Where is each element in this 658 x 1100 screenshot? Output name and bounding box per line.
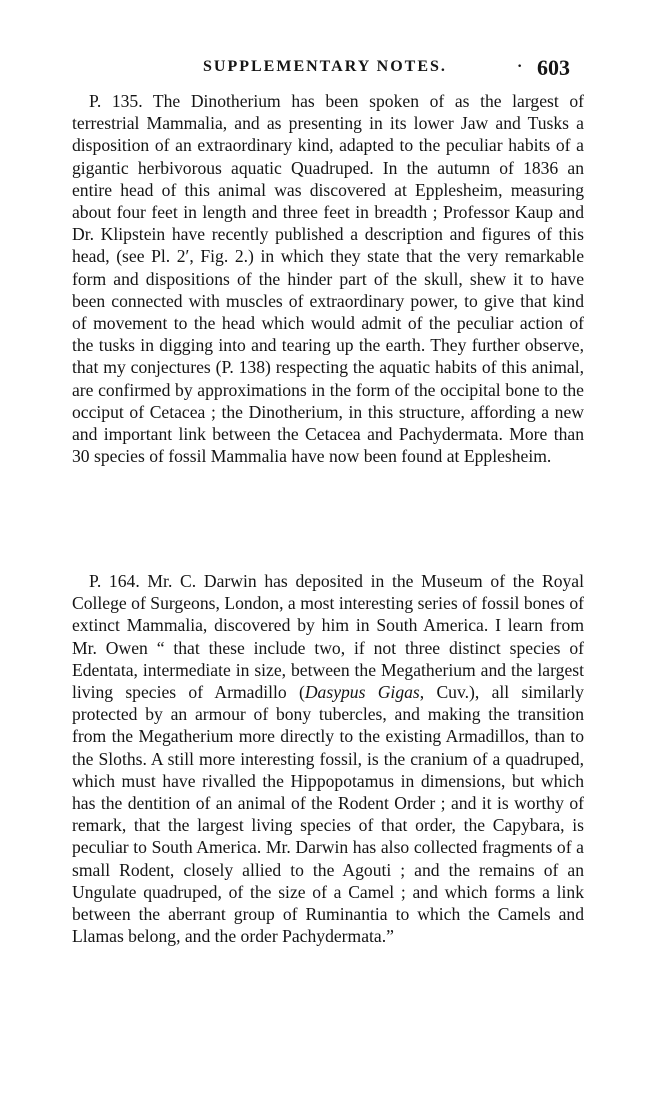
paragraph-dinotherium: P. 135. The Dinotherium has been spoken of as the largest of terrestrial Mammalia, and as presenting in its lower Jaw and Tusks a disposition of an extraordinary kind, adapted to the peculiar habits of a gigantic herbivorous aquatic Quadruped. In the autumn of 1836 an entire head of this animal was discovered at Epplesheim, measuring about four feet in length and three feet in breadth ; Professor Kaup and Dr. Klipstein have recently published a description and figures of this head, (see Pl. 2′, Fig. 2.) in which they state that the very remarkable form and dispositions of the hinder part of the skull, shew it to have been connected with muscles of extraordinary power, to give that kind of movement to the head which would admit of the peculiar action of the tusks in digging into and tearing up the earth. They further observe, that my conjectures (P. 138) respecting the aquatic habits of this animal, are confirmed by approximations in the form of the occipital bone to the occiput of Cetacea ; the Dinotherium, in this structure, affording a new and important link between the Cetacea and Pachydermata. More than 30 species of fossil Mammalia have now been found at Epplesheim. xyxy=(72,91,584,467)
header-separator-dot: · xyxy=(517,58,523,75)
page-header xyxy=(0,56,658,86)
species-name-dasypus-gigas: Dasypus Gigas xyxy=(304,682,420,703)
running-title: SUPPLEMENTARY NOTES. xyxy=(203,58,447,75)
page-number: 603 xyxy=(537,55,570,80)
paragraph-darwin-text-end: , Cuv.), all similarly protected by an armour of bony tubercles, and making the transition from the Megatherium more directly to the existing Armadillos, than to the Sloths. A still more interesting fossil, is the cranium of a quadruped, which must have rivalled the Hippopotamus in dimensions, but which has the dentition of an animal of the Rodent Order ; and it is worthy of remark, that the largest living species of that order, the Capybara, is peculiar to South America. Mr. Darwin has also collected fragments of a small Rodent, closely allied to the Agouti ; and the remains of an Ungulate quadruped, of the size of a Camel ; and which forms a link between the aberrant group of Ruminantia to which the Camels and Llamas belong, and the order Pachydermata.” xyxy=(72,682,584,947)
paragraph-darwin-text-start: P. 164. Mr. C. Darwin has deposited in the Museum of the Royal College of Surgeons, London, a most interesting series of fossil bones of extinct Mammalia, discovered by him in South America. I learn from Mr. Owen “ that these include two, if not three distinct species of Edentata, intermediate in size, between the Megatherium and the largest living species of Armadillo ( xyxy=(72,571,584,703)
paragraph-darwin xyxy=(72,570,584,947)
